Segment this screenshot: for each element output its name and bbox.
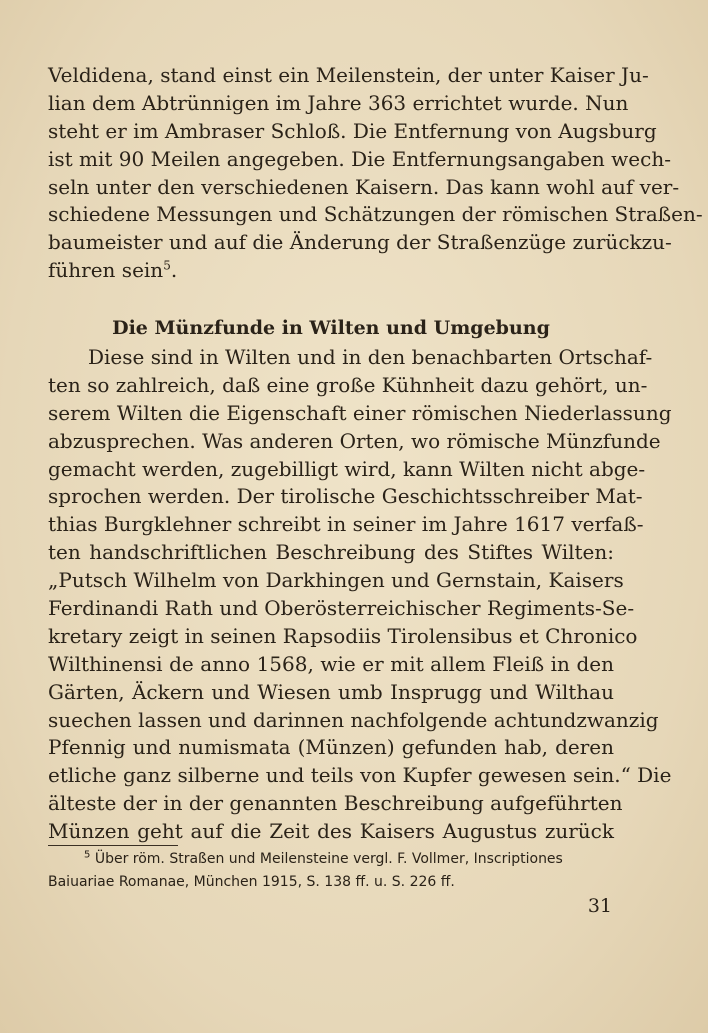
text-line: lian dem Abtrünnigen im Jahre 363 errichtet wurde. Nun (48, 90, 629, 115)
page-number: 31 (587, 895, 612, 917)
text-line: Diese sind in Wilten und in den benachbarten Ortschaf- (88, 345, 653, 369)
text-line: kretary zeigt in seinen Rapsodiis Tirolensibus et Chronico (48, 623, 638, 648)
footnote-marker: 5 (84, 849, 91, 861)
text-line: serem Wilten die Eigenschaft einer römischen Niederlassung (48, 400, 672, 425)
text-line: suechen lassen und darinnen nachfolgende achtundzwanzig (48, 707, 659, 732)
text-line: ten so zahlreich, daß eine große Kühnheit dazu gehört, un- (48, 372, 648, 397)
paragraph-muenzfunde (48, 344, 672, 846)
text-line: thias Burgklehner schreibt in seiner im Jahre 1617 verfaß- (48, 512, 644, 537)
text-line: Pfennig und numismata (Münzen) gefunden hab, deren (48, 735, 614, 760)
text-line: abzusprechen. Was anderen Orten, wo römische Münzfunde (48, 428, 661, 453)
text-line: Gärten, Äckern und Wiesen umb Insprugg und Wilthau (48, 679, 614, 704)
footnote-divider (48, 845, 178, 846)
text-line: seln unter den verschiedenen Kaisern. Das kann wohl auf ver- (48, 174, 680, 199)
text-line: sprochen werden. Der tirolische Geschichtsschreiber Mat- (48, 484, 643, 509)
paragraph-meilenstein (48, 62, 703, 285)
text-line-last (48, 257, 614, 285)
footnote-reference: 5 (163, 258, 171, 273)
footnote-line: Baiuariae Romanae, München 1915, S. 138 ff. u. S. 226 ff. (48, 874, 455, 890)
text-line: etliche ganz silberne und teils von Kupfer gewesen sein.“ Die (48, 763, 672, 788)
footnote (48, 848, 614, 894)
text-line: baumeister und auf die Änderung der Straßenzüge zurückzu- (48, 230, 672, 255)
text-line: ten handschriftlichen Beschreibung des Stiftes Wilten: (48, 540, 614, 565)
footnote-line (48, 848, 614, 871)
text-line: steht er im Ambraser Schloß. Die Entfernung von Augsburg (48, 118, 657, 143)
text-line: Ferdinandi Rath und Oberösterreichischer Regiments-Se- (48, 596, 635, 621)
text-line: ist mit 90 Meilen angegeben. Die Entfernungsangaben wech- (48, 146, 671, 171)
text-line: älteste der in der genannten Beschreibung aufgeführten (48, 791, 623, 816)
footnote-text: Über röm. Straßen und Meilensteine vergl. F. Vollmer, Inscriptiones (94, 851, 563, 867)
text-line: schiedene Messungen und Schätzungen der römischen Straßen- (48, 202, 703, 227)
sentence-end: . (170, 258, 178, 283)
text-line-content: führen sein (48, 258, 164, 283)
text-line: Veldidena, stand einst ein Meilenstein, der unter Kaiser Ju- (48, 63, 649, 87)
section-heading: Die Münzfunde in Wilten und Umgebung (112, 317, 550, 339)
text-line: Wilthinensi de anno 1568, wie er mit allem Fleiß in den (48, 651, 614, 676)
text-line: Münzen geht auf die Zeit des Kaisers Augustus zurück (48, 819, 614, 844)
text-line: „Putsch Wilhelm von Darkhingen und Gernstain, Kaisers (48, 568, 624, 593)
text-line: gemacht werden, zugebilligt wird, kann Wilten nicht abge- (48, 456, 646, 481)
